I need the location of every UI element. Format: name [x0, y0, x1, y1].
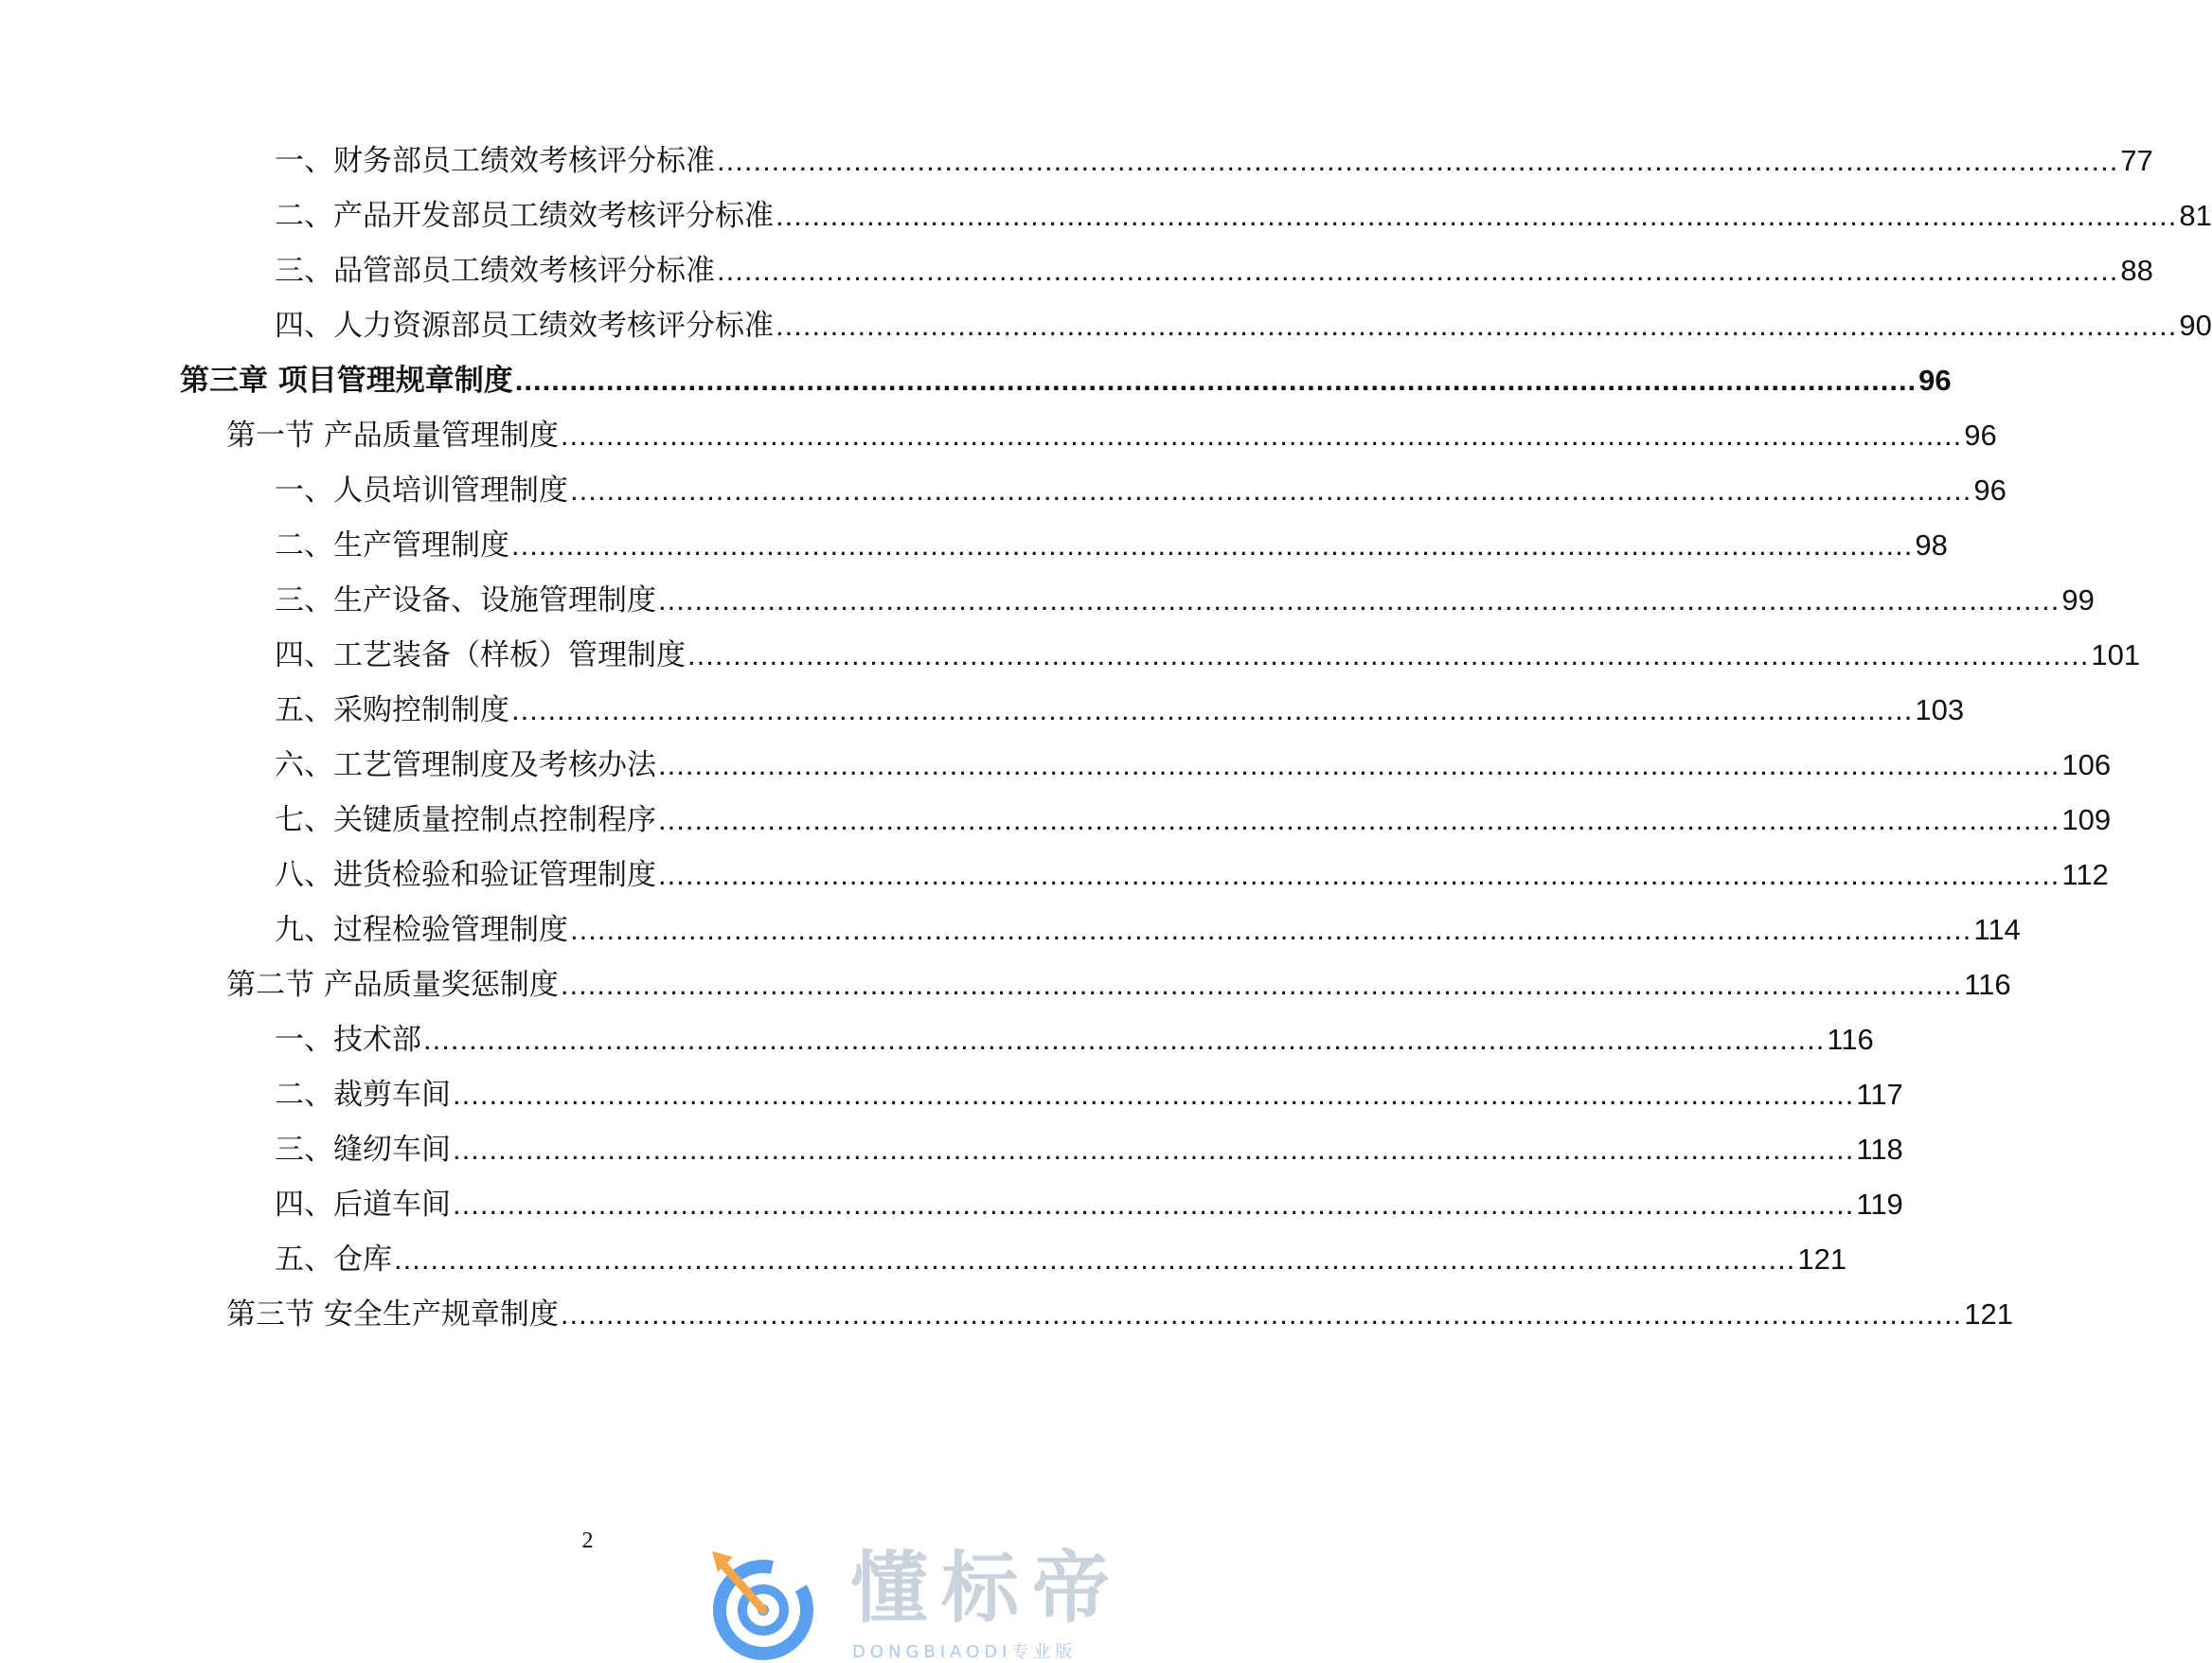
toc-entry-title: 第一节 产品质量管理制度: [226, 419, 559, 453]
toc-entry-page: 96: [1964, 419, 1997, 452]
toc-entry-title: 一、财务部员工绩效考核评分标准: [275, 144, 715, 178]
toc-entry-page: 81: [2179, 199, 2212, 232]
toc-dot-leader: ..........................................................................................................................................................: [394, 1243, 1796, 1276]
toc-entry-title: 四、后道车间: [275, 1188, 451, 1222]
toc-entry[interactable]: [275, 142, 2153, 180]
toc-entry[interactable]: [275, 911, 2021, 949]
toc-entry-title: 四、人力资源部员工绩效考核评分标准: [275, 309, 774, 343]
toc-dot-leader: ..........................................................................................................................................................: [514, 364, 1918, 397]
toc-dot-leader: ..........................................................................................................................................................: [687, 638, 2090, 671]
toc-entry-page: 98: [1915, 528, 1948, 562]
target-arrow-icon: [708, 1549, 822, 1661]
toc-entry-title: 第三节 安全生产规章制度: [226, 1297, 559, 1332]
toc-entry[interactable]: [275, 856, 2109, 894]
toc-entry-title: 二、裁剪车间: [275, 1078, 451, 1112]
toc-dot-leader: ..........................................................................................................................................................: [560, 419, 1963, 452]
toc-section-entry[interactable]: [226, 417, 1997, 455]
toc-entry-title: 二、生产管理制度: [275, 528, 509, 563]
toc-entry-page: 99: [2061, 583, 2095, 617]
toc-dot-leader: ..........................................................................................................................................................: [423, 1023, 1826, 1056]
toc-entry-page: 119: [1856, 1188, 1903, 1221]
watermark-subtitle: DONGBIAODI专业版: [852, 1642, 1078, 1662]
page-number: 2: [581, 1529, 594, 1553]
toc-entry-page: 117: [1856, 1078, 1903, 1111]
toc-entry-title: 第三章 项目管理规章制度: [180, 364, 513, 398]
toc-entry-title: 五、仓库: [275, 1243, 392, 1277]
toc-dot-leader: ..........................................................................................................................................................: [560, 1297, 1963, 1331]
toc-entry-page: 112: [2061, 858, 2109, 891]
toc-entry-page: 77: [2120, 144, 2153, 177]
toc-entry-page: 96: [1918, 364, 1952, 397]
toc-dot-leader: ..........................................................................................................................................................: [658, 803, 2060, 836]
toc-entry[interactable]: [275, 252, 2153, 290]
toc-dot-leader: ..........................................................................................................................................................: [717, 254, 2119, 287]
toc-entry-page: 109: [2061, 803, 2112, 836]
toc-entry[interactable]: [275, 636, 2141, 674]
toc-entry-page: 116: [1827, 1023, 1874, 1056]
toc-entry-title: 第二节 产品质量奖惩制度: [226, 968, 559, 1002]
toc-entry[interactable]: [275, 746, 2112, 784]
toc-entry[interactable]: [275, 1131, 1903, 1169]
toc-entry-page: 121: [1964, 1297, 2013, 1331]
toc-entry-title: 一、人员培训管理制度: [275, 474, 568, 508]
toc-entry-page: 90: [2179, 309, 2212, 342]
toc-entry-title: 三、缝纫车间: [275, 1133, 451, 1167]
toc-entry-title: 一、技术部: [275, 1023, 421, 1057]
toc-entry-title: 八、进货检验和验证管理制度: [275, 858, 656, 892]
toc-dot-leader: ..........................................................................................................................................................: [511, 528, 1914, 562]
toc-entry-page: 106: [2061, 748, 2112, 781]
toc-dot-leader: ..........................................................................................................................................................: [511, 693, 1914, 726]
toc-entry[interactable]: [275, 1186, 1903, 1224]
toc-entry-page: 116: [1964, 968, 2011, 1001]
toc-entry[interactable]: [275, 691, 1965, 729]
toc-dot-leader: ..........................................................................................................................................................: [658, 858, 2060, 891]
toc-entry-page: 96: [1973, 474, 2007, 507]
toc-dot-leader: ..........................................................................................................................................................: [453, 1133, 1855, 1166]
toc-entry[interactable]: [275, 472, 2007, 510]
toc-entry[interactable]: [275, 1241, 1847, 1279]
toc-dot-leader: ..........................................................................................................................................................: [658, 583, 2060, 617]
toc-section-entry[interactable]: [226, 1296, 2013, 1333]
toc-entry-page: 114: [1973, 913, 2021, 946]
toc-dot-leader: ..........................................................................................................................................................: [570, 474, 1972, 507]
toc-chapter-entry[interactable]: [180, 362, 1952, 400]
toc-entry[interactable]: [275, 527, 1948, 564]
toc-entry[interactable]: [275, 1021, 1874, 1059]
toc-entry-page: 103: [1915, 693, 1965, 726]
toc-entry-title: 六、工艺管理制度及考核办法: [275, 748, 656, 782]
toc-entry-page: 121: [1797, 1243, 1847, 1276]
toc-entry-title: 七、关键质量控制点控制程序: [275, 803, 656, 837]
toc-dot-leader: ..........................................................................................................................................................: [570, 913, 1972, 946]
toc-entry-title: 五、采购控制制度: [275, 693, 509, 727]
toc-entry-title: 三、生产设备、设施管理制度: [275, 583, 656, 617]
toc-entry[interactable]: [275, 581, 2095, 619]
toc-dot-leader: ..........................................................................................................................................................: [717, 144, 2119, 177]
toc-entry-title: 九、过程检验管理制度: [275, 913, 568, 947]
toc-dot-leader: ..........................................................................................................................................................: [453, 1078, 1855, 1111]
toc-entry[interactable]: [275, 1076, 1903, 1114]
toc-entry-title: 三、品管部员工绩效考核评分标准: [275, 254, 715, 288]
watermark-brand: 懂标帝: [850, 1544, 1124, 1634]
toc-dot-leader: ..........................................................................................................................................................: [776, 309, 2178, 342]
toc-entry-page: 101: [2091, 638, 2141, 671]
toc-entry-title: 四、工艺装备（样板）管理制度: [275, 638, 686, 672]
toc-entry-title: 二、产品开发部员工绩效考核评分标准: [275, 199, 774, 233]
toc-dot-leader: ..........................................................................................................................................................: [658, 748, 2060, 781]
toc-section-entry[interactable]: [226, 966, 2011, 1004]
toc-entry-page: 118: [1856, 1133, 1903, 1166]
toc-dot-leader: ..........................................................................................................................................................: [453, 1188, 1855, 1221]
toc-entry[interactable]: [275, 197, 2212, 235]
toc-entry[interactable]: [275, 307, 2212, 345]
toc-dot-leader: ..........................................................................................................................................................: [776, 199, 2178, 232]
watermark: [708, 1538, 1172, 1661]
toc-dot-leader: ..........................................................................................................................................................: [560, 968, 1963, 1001]
toc-entry-page: 88: [2120, 254, 2153, 287]
toc-entry[interactable]: [275, 801, 2112, 839]
